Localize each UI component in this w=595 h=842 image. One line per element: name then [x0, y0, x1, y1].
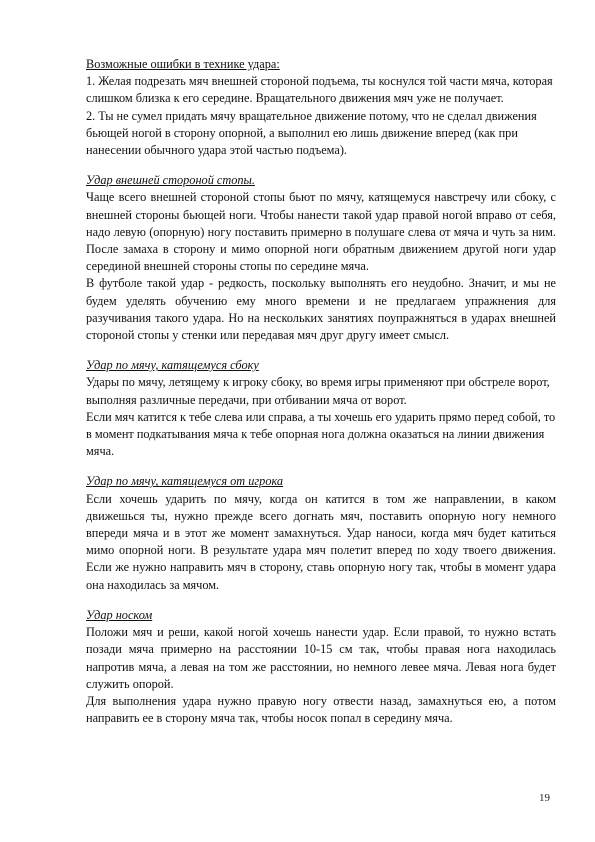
away-ball-heading: Удар по мячу, катящемуся от игрока [86, 474, 284, 489]
page-number: 19 [539, 792, 550, 804]
side-ball-paragraph-2: Если мяч катится к тебе слева или справа, а ты хочешь его ударить прямо перед собой, то в момент подкатывания мяча к тебе опорная нога должна оказаться на линии движения мяча. [86, 409, 556, 459]
toe-kick-paragraph-2: Для выполнения удара нужно правую ногу отвести назад, замахнуться ею, а потом направить ее в сторону мяча так, чтобы носок попал в середину мяча. [86, 693, 556, 726]
outer-foot-paragraph-2: В футболе такой удар - редкость, поскольку выполнять его неудобно. Значит, и мы не будем уделять обучению ему много времени и не предлагаем упражнения для разучивания такого удара. Но на нескольких занятиях поупражняться в ударах внешней стороной стопы у стенки или передавая мяч друг другу имеет смысл. [86, 276, 556, 343]
errors-item-2: 2. Ты не сумел придать мячу вращательное движение потому, что не сделал движения бьющей ногой в сторону опорной, а выполнил ею лишь движение вперед (как при нанесении обычного удара этой частью подъема). [86, 108, 537, 158]
away-ball-paragraph: Если хочешь ударить по мячу, когда он катится в том же направлении, в каком движешься ты, нужно прежде всего догнать мяч, поставить опорную ногу немного впереди мяча и в этот же момент замахнуться. Удар наноси, когда мяч будет катиться мимо опорной ноги. В результате удара мяч полетит вперед по ходу твоего движения. Если же нужно направить мяч в сторону, ставь опорную ногу так, чтобы в момент удара она находилась за мячом. [86, 491, 556, 592]
toe-kick-paragraph-1: Положи мяч и реши, какой ногой хочешь нанести удар. Если правой, то нужно встать позади мяча примерно на расстоянии 10-15 см так, чтобы правая нога находилась напротив мяча, а левая на том же расстоянии, но немного левее мяча. Левая нога будет служить опорой. [86, 625, 556, 691]
page-content [86, 56, 556, 727]
side-ball-paragraph-1: Удары по мячу, летящему к игроку сбоку, во время игры применяют при обстреле ворот, выполняя различные передачи, при отбивании мяча от ворот. [86, 375, 550, 407]
outer-foot-heading: Удар внешней стороной стопы. [86, 173, 255, 188]
outer-foot-paragraph-1: Чаще всего внешней стороной стопы бьют по мячу, катящемуся навстречу или сбоку, с внешней стороны бьющей ноги. Чтобы нанести такой удар правой ногой вправо от себя, надо левую (опорную) ногу поставить примерно в полушаге слева от мяча и чуть за ним. После замаха в сторону и мимо опорной ноги обратным движением другой ноги удар серединой внешней стороны стопы по середине мяча. [86, 190, 556, 274]
errors-item-1: 1. Желая подрезать мяч внешней стороной подъема, ты коснулся той части мяча, которая слишком близка к его середине. Вращательного движения мяч уже не получает. [86, 74, 553, 106]
toe-kick-heading: Удар носком [86, 607, 153, 622]
errors-heading: Возможные ошибки в технике удара: [86, 57, 280, 71]
side-ball-heading: Удар по мячу, катящемуся сбоку [86, 358, 259, 373]
